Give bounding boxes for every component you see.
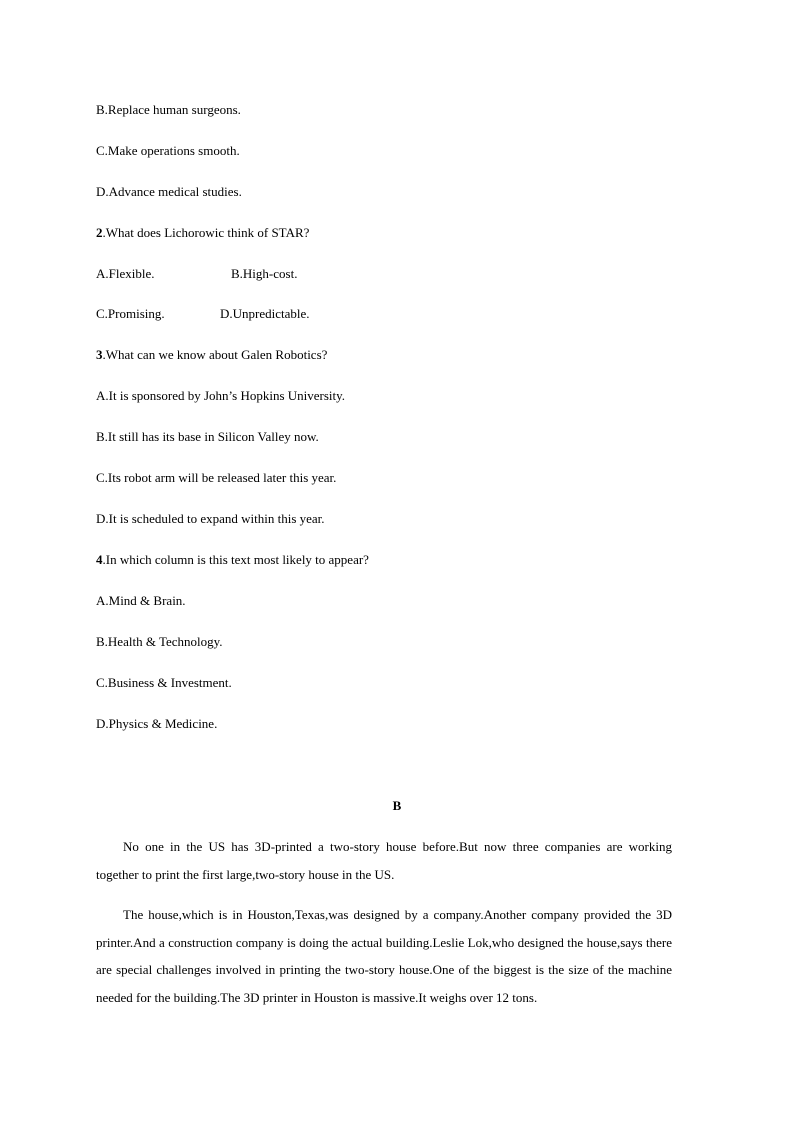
q4-option-d: D.Physics & Medicine. — [96, 716, 218, 731]
q4-option-c: C.Business & Investment. — [96, 675, 232, 690]
q3-number: 3 — [96, 347, 103, 362]
q4-number: 4 — [96, 552, 103, 567]
q2-option-b: B.High-cost. — [231, 266, 298, 281]
q1-option-c: C.Make operations smooth. — [96, 143, 240, 158]
q1-option-b: B.Replace human surgeons. — [96, 102, 241, 117]
q2-stem: .What does Lichorowic think of STAR? — [102, 225, 310, 240]
q3-stem-line — [96, 347, 327, 363]
q2-option-c: C.Promising. — [96, 306, 165, 321]
q4-stem: .In which column is this text most likely to appear? — [102, 552, 369, 567]
q3-option-c: C.Its robot arm will be released later this year. — [96, 470, 337, 485]
q1-option-d: D.Advance medical studies. — [96, 184, 242, 199]
q3-stem: .What can we know about Galen Robotics? — [102, 347, 328, 362]
q4-option-a: A.Mind & Brain. — [96, 593, 186, 608]
q3-option-a: A.It is sponsored by John’s Hopkins University. — [96, 388, 346, 403]
q2-option-a: A.Flexible. — [96, 266, 155, 281]
q3-option-b: B.It still has its base in Silicon Valley now. — [96, 429, 319, 444]
section-b-heading: B — [392, 798, 402, 813]
q2-stem-line — [96, 225, 309, 241]
section-b-paragraph-1: No one in the US has 3D-printed a two-story house before.But now three companies are working together to print the first large,two-story house in the US. — [96, 839, 672, 882]
q2-options-row-1 — [96, 266, 155, 282]
q4-option-b: B.Health & Technology. — [96, 634, 223, 649]
q2-option-d: D.Unpredictable. — [220, 306, 310, 321]
section-b-paragraph-2: The house,which is in Houston,Texas,was designed by a company.Another company provided the 3D printer.And a construction company is doing the actual building.Leslie Lok,who designed the house,says there are special challenges involved in printing the two-story house.One of the biggest is the size of the machine needed for the building.The 3D printer in Houston is massive.It weighs over 12 tons. — [96, 907, 672, 1005]
q3-option-d: D.It is scheduled to expand within this year. — [96, 511, 325, 526]
q4-stem-line — [96, 552, 369, 568]
q2-number: 2 — [96, 225, 103, 240]
